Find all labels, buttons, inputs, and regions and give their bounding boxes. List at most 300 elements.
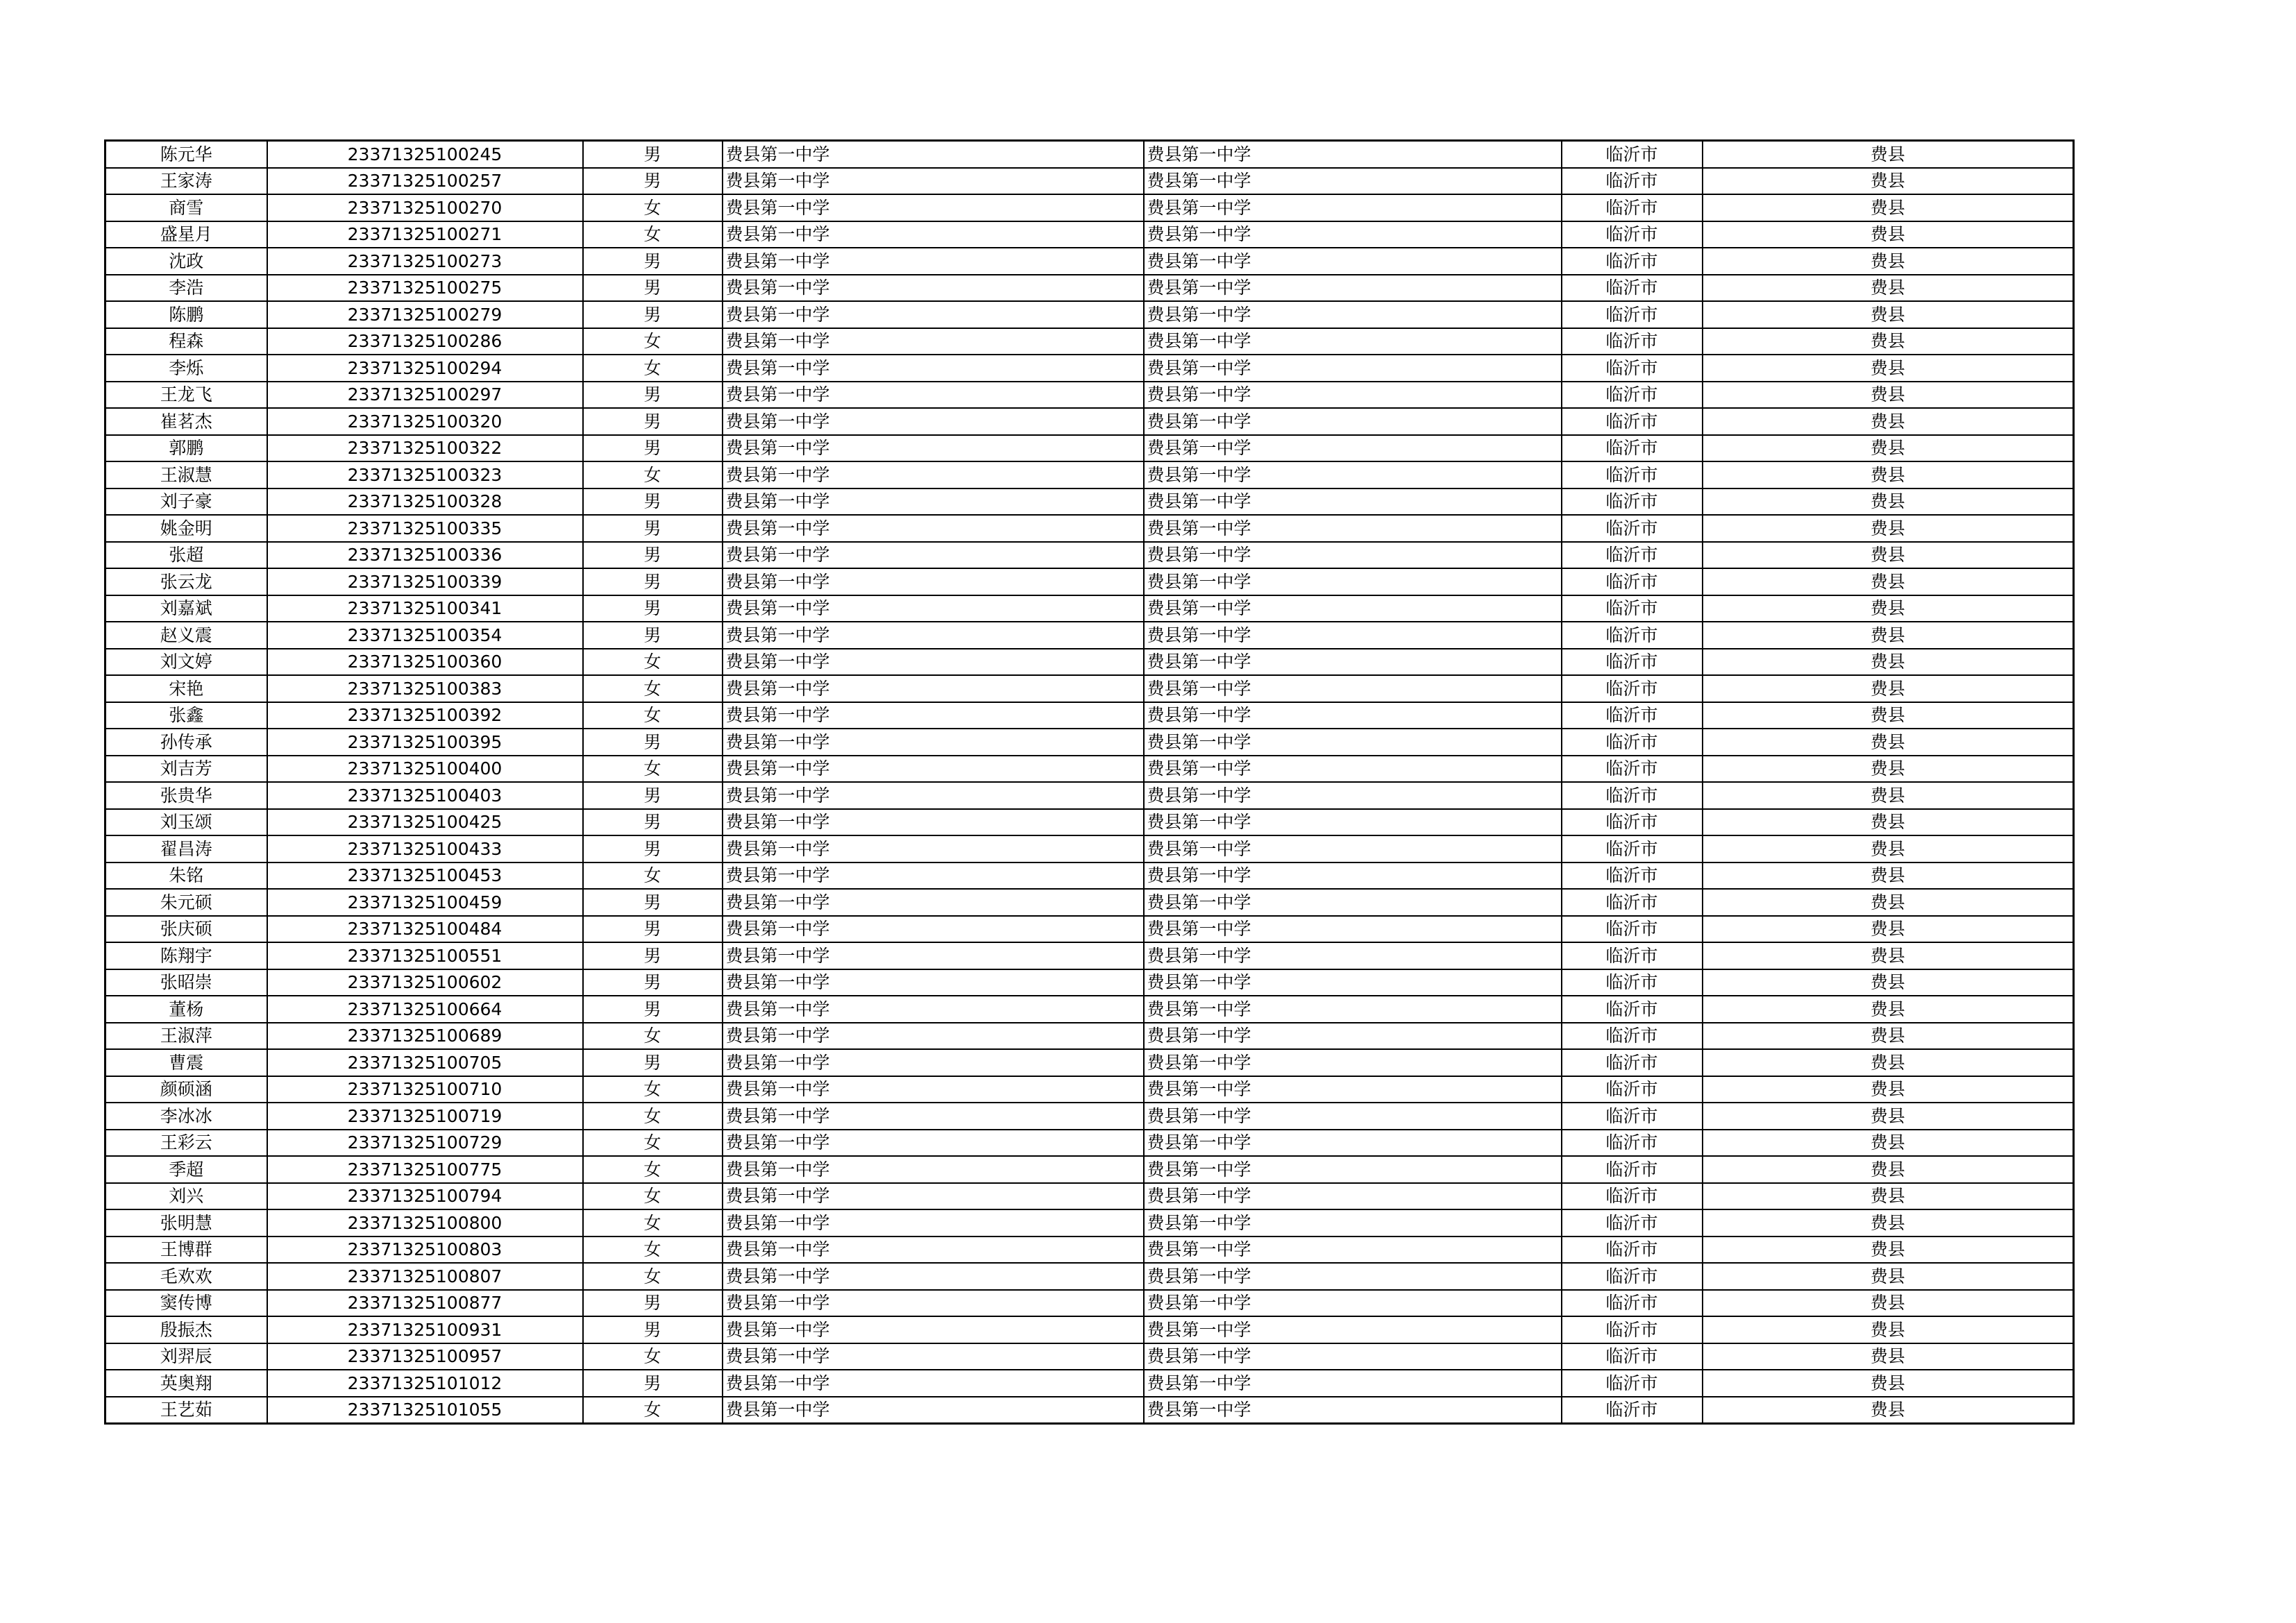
city-cell: 临沂市 [1562, 248, 1703, 275]
gender-cell: 女 [583, 675, 723, 702]
name-cell: 董杨 [105, 996, 267, 1023]
id-cell: 23371325100273 [267, 248, 583, 275]
city-cell: 临沂市 [1562, 408, 1703, 435]
city-cell: 临沂市 [1562, 1370, 1703, 1397]
gender-cell: 男 [583, 168, 723, 195]
table-row [105, 1290, 2074, 1317]
table-row [105, 1049, 2074, 1076]
id-cell: 23371325100395 [267, 729, 583, 756]
exam-site-cell: 费县第一中学 [1144, 435, 1562, 462]
county-cell: 费县 [1703, 649, 2074, 676]
school-cell: 费县第一中学 [723, 1076, 1144, 1103]
table-row [105, 595, 2074, 622]
name-cell: 张昭崇 [105, 969, 267, 996]
table-row [105, 1370, 2074, 1397]
county-cell: 费县 [1703, 1343, 2074, 1370]
name-cell: 毛欢欢 [105, 1263, 267, 1290]
exam-site-cell: 费县第一中学 [1144, 863, 1562, 890]
table-row [105, 568, 2074, 595]
id-cell: 23371325100341 [267, 595, 583, 622]
school-cell: 费县第一中学 [723, 1183, 1144, 1210]
school-cell: 费县第一中学 [723, 355, 1144, 382]
school-cell: 费县第一中学 [723, 1103, 1144, 1130]
school-cell: 费县第一中学 [723, 942, 1144, 969]
roster-sheet [104, 139, 2073, 1425]
exam-site-cell: 费县第一中学 [1144, 916, 1562, 943]
id-cell: 23371325100383 [267, 675, 583, 702]
school-cell: 费县第一中学 [723, 729, 1144, 756]
school-cell: 费县第一中学 [723, 461, 1144, 488]
table-row [105, 1183, 2074, 1210]
gender-cell: 女 [583, 1209, 723, 1237]
name-cell: 张贵华 [105, 782, 267, 809]
id-cell: 23371325100877 [267, 1290, 583, 1317]
id-cell: 23371325100484 [267, 916, 583, 943]
gender-cell: 男 [583, 1316, 723, 1343]
gender-cell: 男 [583, 382, 723, 409]
city-cell: 临沂市 [1562, 382, 1703, 409]
county-cell: 费县 [1703, 461, 2074, 488]
county-cell: 费县 [1703, 1183, 2074, 1210]
gender-cell: 男 [583, 408, 723, 435]
table-row [105, 1237, 2074, 1264]
exam-site-cell: 费县第一中学 [1144, 649, 1562, 676]
name-cell: 朱元硕 [105, 889, 267, 916]
id-cell: 23371325100664 [267, 996, 583, 1023]
id-cell: 23371325100425 [267, 809, 583, 836]
name-cell: 曹震 [105, 1049, 267, 1076]
name-cell: 张鑫 [105, 702, 267, 729]
table-row [105, 1397, 2074, 1424]
city-cell: 临沂市 [1562, 301, 1703, 328]
gender-cell: 女 [583, 863, 723, 890]
city-cell: 临沂市 [1562, 702, 1703, 729]
county-cell: 费县 [1703, 488, 2074, 516]
gender-cell: 男 [583, 301, 723, 328]
id-cell: 23371325100257 [267, 168, 583, 195]
name-cell: 殷振杰 [105, 1316, 267, 1343]
city-cell: 临沂市 [1562, 328, 1703, 355]
table-row [105, 1156, 2074, 1183]
school-cell: 费县第一中学 [723, 194, 1144, 221]
county-cell: 费县 [1703, 1237, 2074, 1264]
name-cell: 姚金明 [105, 515, 267, 542]
exam-site-cell: 费县第一中学 [1144, 542, 1562, 569]
city-cell: 临沂市 [1562, 942, 1703, 969]
exam-site-cell: 费县第一中学 [1144, 1049, 1562, 1076]
exam-site-cell: 费县第一中学 [1144, 382, 1562, 409]
name-cell: 王博群 [105, 1237, 267, 1264]
table-row [105, 756, 2074, 783]
exam-site-cell: 费县第一中学 [1144, 488, 1562, 516]
id-cell: 23371325100279 [267, 301, 583, 328]
name-cell: 刘兴 [105, 1183, 267, 1210]
table-row [105, 675, 2074, 702]
exam-site-cell: 费县第一中学 [1144, 194, 1562, 221]
city-cell: 临沂市 [1562, 1023, 1703, 1050]
table-row [105, 408, 2074, 435]
exam-site-cell: 费县第一中学 [1144, 568, 1562, 595]
school-cell: 费县第一中学 [723, 1209, 1144, 1237]
county-cell: 费县 [1703, 1290, 2074, 1317]
school-cell: 费县第一中学 [723, 756, 1144, 783]
name-cell: 崔茗杰 [105, 408, 267, 435]
table-row [105, 301, 2074, 328]
exam-site-cell: 费县第一中学 [1144, 942, 1562, 969]
id-cell: 23371325100775 [267, 1156, 583, 1183]
gender-cell: 男 [583, 248, 723, 275]
exam-site-cell: 费县第一中学 [1144, 1370, 1562, 1397]
table-row [105, 1263, 2074, 1290]
name-cell: 刘玉颂 [105, 809, 267, 836]
school-cell: 费县第一中学 [723, 863, 1144, 890]
table-row [105, 1023, 2074, 1050]
roster-body [105, 141, 2074, 1424]
exam-site-cell: 费县第一中学 [1144, 1290, 1562, 1317]
gender-cell: 女 [583, 1237, 723, 1264]
county-cell: 费县 [1703, 275, 2074, 302]
name-cell: 张超 [105, 542, 267, 569]
gender-cell: 女 [583, 194, 723, 221]
name-cell: 刘子豪 [105, 488, 267, 516]
exam-site-cell: 费县第一中学 [1144, 1023, 1562, 1050]
county-cell: 费县 [1703, 141, 2074, 168]
table-row [105, 1209, 2074, 1237]
county-cell: 费县 [1703, 1397, 2074, 1424]
exam-site-cell: 费县第一中学 [1144, 515, 1562, 542]
gender-cell: 男 [583, 141, 723, 168]
table-row [105, 248, 2074, 275]
gender-cell: 女 [583, 1156, 723, 1183]
exam-site-cell: 费县第一中学 [1144, 1263, 1562, 1290]
city-cell: 临沂市 [1562, 675, 1703, 702]
table-row [105, 1130, 2074, 1157]
id-cell: 23371325100794 [267, 1183, 583, 1210]
name-cell: 窦传博 [105, 1290, 267, 1317]
city-cell: 临沂市 [1562, 568, 1703, 595]
id-cell: 23371325100271 [267, 221, 583, 248]
name-cell: 朱铭 [105, 863, 267, 890]
school-cell: 费县第一中学 [723, 1316, 1144, 1343]
county-cell: 费县 [1703, 863, 2074, 890]
city-cell: 临沂市 [1562, 1130, 1703, 1157]
gender-cell: 女 [583, 1076, 723, 1103]
id-cell: 23371325100323 [267, 461, 583, 488]
exam-site-cell: 费县第一中学 [1144, 141, 1562, 168]
id-cell: 23371325100729 [267, 1130, 583, 1157]
city-cell: 临沂市 [1562, 809, 1703, 836]
school-cell: 费县第一中学 [723, 996, 1144, 1023]
city-cell: 临沂市 [1562, 729, 1703, 756]
school-cell: 费县第一中学 [723, 168, 1144, 195]
gender-cell: 男 [583, 568, 723, 595]
exam-site-cell: 费县第一中学 [1144, 782, 1562, 809]
city-cell: 临沂市 [1562, 1183, 1703, 1210]
county-cell: 费县 [1703, 782, 2074, 809]
table-row [105, 435, 2074, 462]
gender-cell: 男 [583, 1370, 723, 1397]
name-cell: 张庆硕 [105, 916, 267, 943]
id-cell: 23371325100320 [267, 408, 583, 435]
exam-site-cell: 费县第一中学 [1144, 675, 1562, 702]
gender-cell: 男 [583, 969, 723, 996]
id-cell: 23371325100245 [267, 141, 583, 168]
city-cell: 临沂市 [1562, 488, 1703, 516]
exam-site-cell: 费县第一中学 [1144, 1103, 1562, 1130]
exam-site-cell: 费县第一中学 [1144, 1183, 1562, 1210]
exam-site-cell: 费县第一中学 [1144, 996, 1562, 1023]
name-cell: 李浩 [105, 275, 267, 302]
exam-site-cell: 费县第一中学 [1144, 889, 1562, 916]
school-cell: 费县第一中学 [723, 1237, 1144, 1264]
gender-cell: 男 [583, 782, 723, 809]
gender-cell: 女 [583, 756, 723, 783]
gender-cell: 女 [583, 649, 723, 676]
table-row [105, 355, 2074, 382]
table-row [105, 221, 2074, 248]
city-cell: 临沂市 [1562, 782, 1703, 809]
exam-site-cell: 费县第一中学 [1144, 702, 1562, 729]
table-row [105, 649, 2074, 676]
gender-cell: 男 [583, 889, 723, 916]
id-cell: 23371325100800 [267, 1209, 583, 1237]
name-cell: 刘羿辰 [105, 1343, 267, 1370]
exam-site-cell: 费县第一中学 [1144, 622, 1562, 649]
county-cell: 费县 [1703, 889, 2074, 916]
gender-cell: 女 [583, 221, 723, 248]
school-cell: 费县第一中学 [723, 382, 1144, 409]
name-cell: 陈元华 [105, 141, 267, 168]
county-cell: 费县 [1703, 1263, 2074, 1290]
table-row [105, 168, 2074, 195]
city-cell: 临沂市 [1562, 141, 1703, 168]
city-cell: 临沂市 [1562, 168, 1703, 195]
school-cell: 费县第一中学 [723, 595, 1144, 622]
id-cell: 23371325100354 [267, 622, 583, 649]
name-cell: 刘嘉斌 [105, 595, 267, 622]
school-cell: 费县第一中学 [723, 702, 1144, 729]
table-row [105, 515, 2074, 542]
gender-cell: 男 [583, 435, 723, 462]
school-cell: 费县第一中学 [723, 649, 1144, 676]
id-cell: 23371325100339 [267, 568, 583, 595]
gender-cell: 女 [583, 1263, 723, 1290]
school-cell: 费县第一中学 [723, 835, 1144, 863]
school-cell: 费县第一中学 [723, 889, 1144, 916]
county-cell: 费县 [1703, 1370, 2074, 1397]
table-row [105, 835, 2074, 863]
name-cell: 王淑萍 [105, 1023, 267, 1050]
county-cell: 费县 [1703, 675, 2074, 702]
city-cell: 临沂市 [1562, 542, 1703, 569]
county-cell: 费县 [1703, 328, 2074, 355]
id-cell: 23371325100270 [267, 194, 583, 221]
city-cell: 临沂市 [1562, 1397, 1703, 1424]
school-cell: 费县第一中学 [723, 248, 1144, 275]
gender-cell: 女 [583, 1343, 723, 1370]
city-cell: 临沂市 [1562, 275, 1703, 302]
id-cell: 23371325100360 [267, 649, 583, 676]
gender-cell: 女 [583, 1397, 723, 1424]
gender-cell: 女 [583, 702, 723, 729]
gender-cell: 男 [583, 942, 723, 969]
gender-cell: 男 [583, 622, 723, 649]
name-cell: 李烁 [105, 355, 267, 382]
id-cell: 23371325100957 [267, 1343, 583, 1370]
table-row [105, 969, 2074, 996]
school-cell: 费县第一中学 [723, 1023, 1144, 1050]
table-row [105, 916, 2074, 943]
name-cell: 刘吉芳 [105, 756, 267, 783]
name-cell: 季超 [105, 1156, 267, 1183]
name-cell: 张云龙 [105, 568, 267, 595]
id-cell: 23371325100931 [267, 1316, 583, 1343]
table-row [105, 328, 2074, 355]
table-row [105, 702, 2074, 729]
name-cell: 李冰冰 [105, 1103, 267, 1130]
name-cell: 王龙飞 [105, 382, 267, 409]
name-cell: 王彩云 [105, 1130, 267, 1157]
id-cell: 23371325100689 [267, 1023, 583, 1050]
exam-site-cell: 费县第一中学 [1144, 1397, 1562, 1424]
id-cell: 23371325100705 [267, 1049, 583, 1076]
county-cell: 费县 [1703, 221, 2074, 248]
school-cell: 费县第一中学 [723, 221, 1144, 248]
name-cell: 盛星月 [105, 221, 267, 248]
school-cell: 费县第一中学 [723, 1130, 1144, 1157]
county-cell: 费县 [1703, 1049, 2074, 1076]
county-cell: 费县 [1703, 1130, 2074, 1157]
gender-cell: 男 [583, 996, 723, 1023]
id-cell: 23371325100433 [267, 835, 583, 863]
county-cell: 费县 [1703, 729, 2074, 756]
id-cell: 23371325100803 [267, 1237, 583, 1264]
id-cell: 23371325100400 [267, 756, 583, 783]
county-cell: 费县 [1703, 622, 2074, 649]
name-cell: 郭鹏 [105, 435, 267, 462]
county-cell: 费县 [1703, 301, 2074, 328]
table-row [105, 782, 2074, 809]
city-cell: 临沂市 [1562, 889, 1703, 916]
exam-site-cell: 费县第一中学 [1144, 756, 1562, 783]
county-cell: 费县 [1703, 702, 2074, 729]
city-cell: 临沂市 [1562, 1049, 1703, 1076]
city-cell: 临沂市 [1562, 515, 1703, 542]
city-cell: 临沂市 [1562, 435, 1703, 462]
exam-site-cell: 费县第一中学 [1144, 595, 1562, 622]
county-cell: 费县 [1703, 809, 2074, 836]
table-row [105, 1343, 2074, 1370]
school-cell: 费县第一中学 [723, 675, 1144, 702]
table-row [105, 996, 2074, 1023]
table-row [105, 194, 2074, 221]
table-row [105, 942, 2074, 969]
school-cell: 费县第一中学 [723, 622, 1144, 649]
id-cell: 23371325100392 [267, 702, 583, 729]
city-cell: 临沂市 [1562, 1209, 1703, 1237]
city-cell: 临沂市 [1562, 1316, 1703, 1343]
school-cell: 费县第一中学 [723, 141, 1144, 168]
school-cell: 费县第一中学 [723, 1370, 1144, 1397]
gender-cell: 男 [583, 835, 723, 863]
exam-site-cell: 费县第一中学 [1144, 1237, 1562, 1264]
gender-cell: 男 [583, 916, 723, 943]
exam-site-cell: 费县第一中学 [1144, 1316, 1562, 1343]
name-cell: 王淑慧 [105, 461, 267, 488]
name-cell: 孙传承 [105, 729, 267, 756]
table-row [105, 141, 2074, 168]
city-cell: 临沂市 [1562, 194, 1703, 221]
school-cell: 费县第一中学 [723, 328, 1144, 355]
id-cell: 23371325101055 [267, 1397, 583, 1424]
city-cell: 临沂市 [1562, 221, 1703, 248]
city-cell: 临沂市 [1562, 1076, 1703, 1103]
school-cell: 费县第一中学 [723, 809, 1144, 836]
school-cell: 费县第一中学 [723, 408, 1144, 435]
school-cell: 费县第一中学 [723, 301, 1144, 328]
city-cell: 临沂市 [1562, 595, 1703, 622]
gender-cell: 女 [583, 1130, 723, 1157]
city-cell: 临沂市 [1562, 1343, 1703, 1370]
county-cell: 费县 [1703, 248, 2074, 275]
city-cell: 临沂市 [1562, 969, 1703, 996]
exam-site-cell: 费县第一中学 [1144, 1156, 1562, 1183]
name-cell: 张明慧 [105, 1209, 267, 1237]
gender-cell: 男 [583, 275, 723, 302]
table-row [105, 809, 2074, 836]
exam-site-cell: 费县第一中学 [1144, 1343, 1562, 1370]
table-row [105, 729, 2074, 756]
name-cell: 陈鹏 [105, 301, 267, 328]
gender-cell: 男 [583, 488, 723, 516]
county-cell: 费县 [1703, 942, 2074, 969]
id-cell: 23371325100336 [267, 542, 583, 569]
gender-cell: 男 [583, 515, 723, 542]
school-cell: 费县第一中学 [723, 1397, 1144, 1424]
gender-cell: 女 [583, 1103, 723, 1130]
name-cell: 王艺茹 [105, 1397, 267, 1424]
county-cell: 费县 [1703, 1076, 2074, 1103]
id-cell: 23371325101012 [267, 1370, 583, 1397]
id-cell: 23371325100297 [267, 382, 583, 409]
exam-site-cell: 费县第一中学 [1144, 461, 1562, 488]
city-cell: 临沂市 [1562, 996, 1703, 1023]
school-cell: 费县第一中学 [723, 568, 1144, 595]
exam-site-cell: 费县第一中学 [1144, 221, 1562, 248]
table-row [105, 1076, 2074, 1103]
name-cell: 商雪 [105, 194, 267, 221]
county-cell: 费县 [1703, 382, 2074, 409]
gender-cell: 男 [583, 595, 723, 622]
gender-cell: 女 [583, 328, 723, 355]
city-cell: 临沂市 [1562, 461, 1703, 488]
exam-site-cell: 费县第一中学 [1144, 969, 1562, 996]
exam-site-cell: 费县第一中学 [1144, 328, 1562, 355]
exam-site-cell: 费县第一中学 [1144, 729, 1562, 756]
city-cell: 临沂市 [1562, 649, 1703, 676]
exam-site-cell: 费县第一中学 [1144, 809, 1562, 836]
school-cell: 费县第一中学 [723, 1290, 1144, 1317]
school-cell: 费县第一中学 [723, 1343, 1144, 1370]
exam-site-cell: 费县第一中学 [1144, 275, 1562, 302]
city-cell: 临沂市 [1562, 622, 1703, 649]
id-cell: 23371325100551 [267, 942, 583, 969]
name-cell: 王家涛 [105, 168, 267, 195]
id-cell: 23371325100322 [267, 435, 583, 462]
gender-cell: 女 [583, 461, 723, 488]
city-cell: 临沂市 [1562, 1103, 1703, 1130]
name-cell: 程森 [105, 328, 267, 355]
